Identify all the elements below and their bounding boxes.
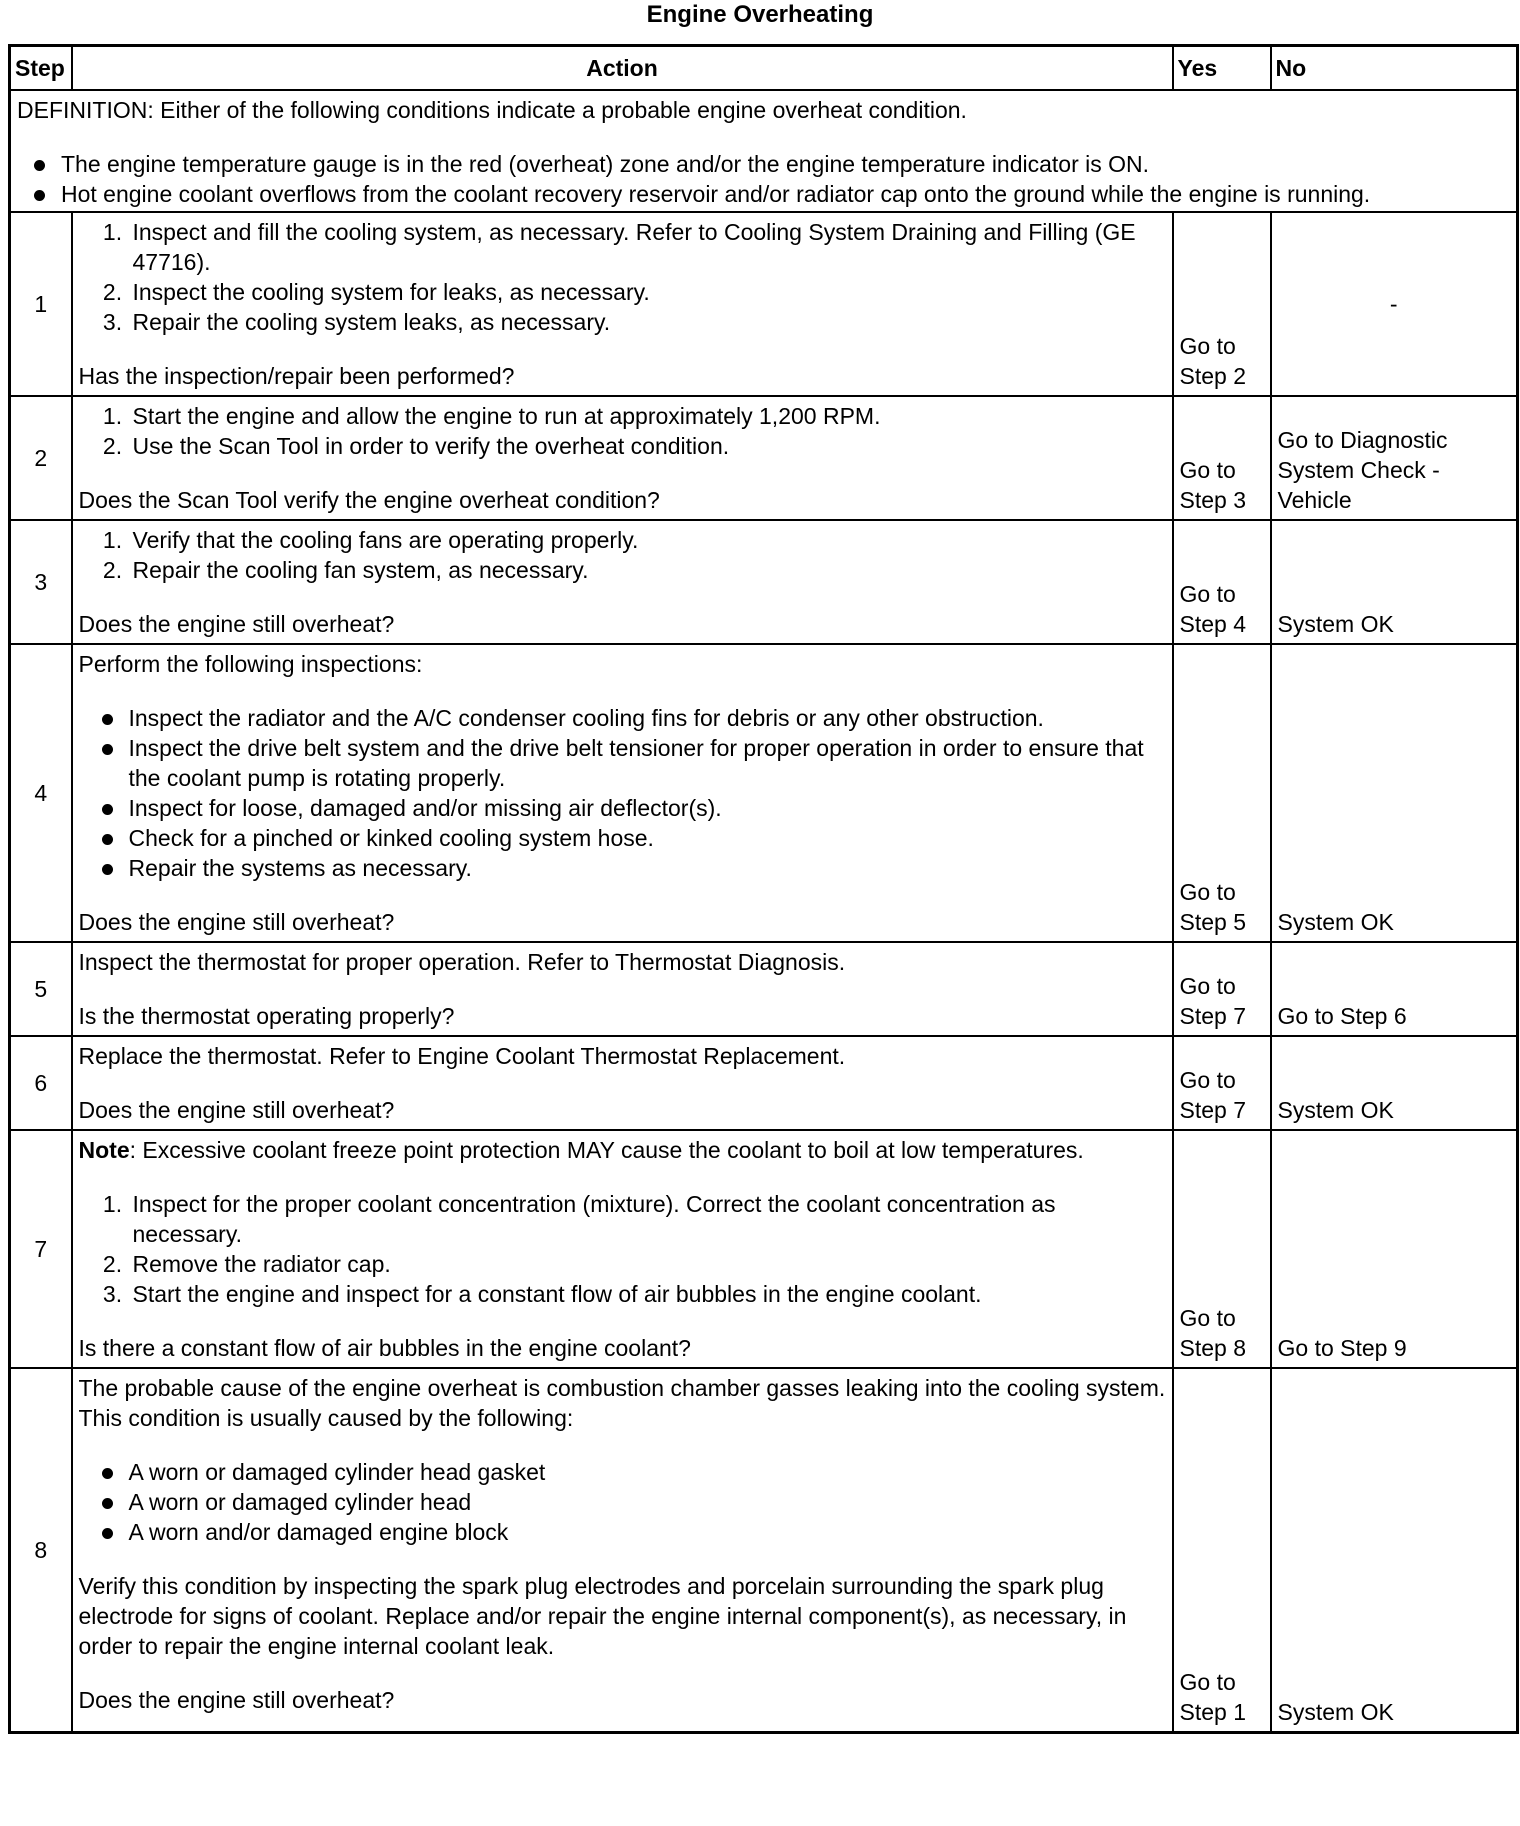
table-row [10, 212, 1518, 396]
no-cell: Go to Diagnostic System Check - Vehicle [1271, 396, 1518, 520]
definition-bullets [17, 149, 1510, 209]
action-cell [72, 644, 1173, 942]
yes-cell: Go to Step 5 [1173, 644, 1271, 942]
action-cell [72, 942, 1173, 1036]
verify-text: Verify this condition by inspecting the spark plug electrodes and porcelain surrounding the spark plug electrode for signs of coolant. Replace and/or repair the engine internal component(s), as necessary, in order to repair the engine internal coolant leak. [78, 1573, 1127, 1659]
definition-cell [10, 90, 1518, 212]
list-item: A worn or damaged cylinder head [129, 1487, 1166, 1517]
no-cell: Go to Step 9 [1271, 1130, 1518, 1368]
list-item: Inspect the drive belt system and the drive belt tensioner for proper operation in order to ensure that the coolant pump is rotating properly. [129, 733, 1166, 793]
list-item: 1. Inspect and fill the cooling system, as necessary. Refer to Cooling System Draining and Filling (GE 47716). [129, 217, 1166, 277]
no-cell: System OK [1271, 1036, 1518, 1130]
step-number: 1 [10, 212, 72, 396]
action-bullets [79, 703, 1166, 883]
list-item: Inspect for loose, damaged and/or missing air deflector(s). [129, 793, 1166, 823]
action-intro: The probable cause of the engine overheat is combustion chamber gasses leaking into the cooling system. This condition is usually caused by the following: [78, 1375, 1166, 1431]
list-item: 3. Start the engine and inspect for a constant flow of air bubbles in the engine coolant. [129, 1279, 1166, 1309]
action-intro: Replace the thermostat. Refer to Engine Coolant Thermostat Replacement. [78, 1043, 846, 1069]
yes-cell: Go to Step 1 [1173, 1368, 1271, 1732]
step-number: 8 [10, 1368, 72, 1732]
no-cell: - [1271, 212, 1518, 396]
action-bullets [79, 1457, 1166, 1547]
list-item: Check for a pinched or kinked cooling system hose. [129, 823, 1166, 853]
note-text: : Excessive coolant freeze point protection MAY cause the coolant to boil at low temperatures. [129, 1137, 1084, 1163]
header-row [10, 46, 1518, 91]
no-cell: System OK [1271, 520, 1518, 644]
action-cell [72, 1036, 1173, 1130]
list-item: 3. Repair the cooling system leaks, as necessary. [129, 307, 1166, 337]
yes-cell: Go to Step 8 [1173, 1130, 1271, 1368]
question: Is there a constant flow of air bubbles in the engine coolant? [78, 1335, 691, 1361]
action-cell [72, 1368, 1173, 1732]
step-number: 2 [10, 396, 72, 520]
table-row [10, 520, 1518, 644]
table-row [10, 1036, 1518, 1130]
question: Does the engine still overheat? [78, 1097, 395, 1123]
no-cell: Go to Step 6 [1271, 942, 1518, 1036]
list-item: 2. Remove the radiator cap. [129, 1249, 1166, 1279]
step-number: 5 [10, 942, 72, 1036]
list-item: Repair the systems as necessary. [129, 853, 1166, 883]
note [79, 1135, 1166, 1165]
list-item: A worn or damaged cylinder head gasket [129, 1457, 1166, 1487]
action-cell [72, 212, 1173, 396]
action-cell [72, 396, 1173, 520]
definition-text: DEFINITION: Either of the following conditions indicate a probable engine overheat condition. [17, 97, 967, 123]
action-list [79, 525, 1166, 585]
step-number: 6 [10, 1036, 72, 1130]
step-number: 4 [10, 644, 72, 942]
action-list [79, 1189, 1166, 1309]
table-row [10, 1368, 1518, 1732]
table-row [10, 942, 1518, 1036]
yes-cell: Go to Step 7 [1173, 1036, 1271, 1130]
question: Does the Scan Tool verify the engine overheat condition? [78, 487, 660, 513]
question: Does the engine still overheat? [78, 1687, 395, 1713]
table-row [10, 396, 1518, 520]
step-number: 3 [10, 520, 72, 644]
yes-cell: Go to Step 4 [1173, 520, 1271, 644]
question: Has the inspection/repair been performed? [78, 363, 515, 389]
table-row [10, 644, 1518, 942]
list-item: Hot engine coolant overflows from the coolant recovery reservoir and/or radiator cap onto the ground while the engine is running. [61, 179, 1510, 209]
diagnostic-table [8, 44, 1519, 1734]
no-cell: System OK [1271, 644, 1518, 942]
definition-row [10, 90, 1518, 212]
list-item: 1. Start the engine and allow the engine to run at approximately 1,200 RPM. [129, 401, 1166, 431]
list-item: 2. Use the Scan Tool in order to verify the overheat condition. [129, 431, 1166, 461]
header-action: Action [72, 46, 1173, 91]
list-item: 1. Verify that the cooling fans are operating properly. [129, 525, 1166, 555]
yes-cell: Go to Step 7 [1173, 942, 1271, 1036]
question: Does the engine still overheat? [78, 909, 395, 935]
header-no: No [1271, 46, 1518, 91]
yes-cell: Go to Step 2 [1173, 212, 1271, 396]
note-label: Note [78, 1137, 130, 1163]
step-number: 7 [10, 1130, 72, 1368]
question: Does the engine still overheat? [78, 611, 395, 637]
page-title: Engine Overheating [646, 1, 874, 28]
no-cell: System OK [1271, 1368, 1518, 1732]
action-cell [72, 520, 1173, 644]
action-cell [72, 1130, 1173, 1368]
list-item: 1. Inspect for the proper coolant concentration (mixture). Correct the coolant concentration as necessary. [129, 1189, 1166, 1249]
table-row [10, 1130, 1518, 1368]
action-list [79, 217, 1166, 337]
header-step: Step [10, 46, 72, 91]
question: Is the thermostat operating properly? [78, 1003, 455, 1029]
action-list [79, 401, 1166, 461]
action-intro: Perform the following inspections: [78, 651, 423, 677]
list-item: 2. Inspect the cooling system for leaks, as necessary. [129, 277, 1166, 307]
list-item: The engine temperature gauge is in the red (overheat) zone and/or the engine temperature indicator is ON. [61, 149, 1510, 179]
yes-cell: Go to Step 3 [1173, 396, 1271, 520]
action-intro: Inspect the thermostat for proper operation. Refer to Thermostat Diagnosis. [78, 949, 846, 975]
header-yes: Yes [1173, 46, 1271, 91]
list-item: Inspect the radiator and the A/C condenser cooling fins for debris or any other obstruction. [129, 703, 1166, 733]
list-item: A worn and/or damaged engine block [129, 1517, 1166, 1547]
list-item: 2. Repair the cooling fan system, as necessary. [129, 555, 1166, 585]
